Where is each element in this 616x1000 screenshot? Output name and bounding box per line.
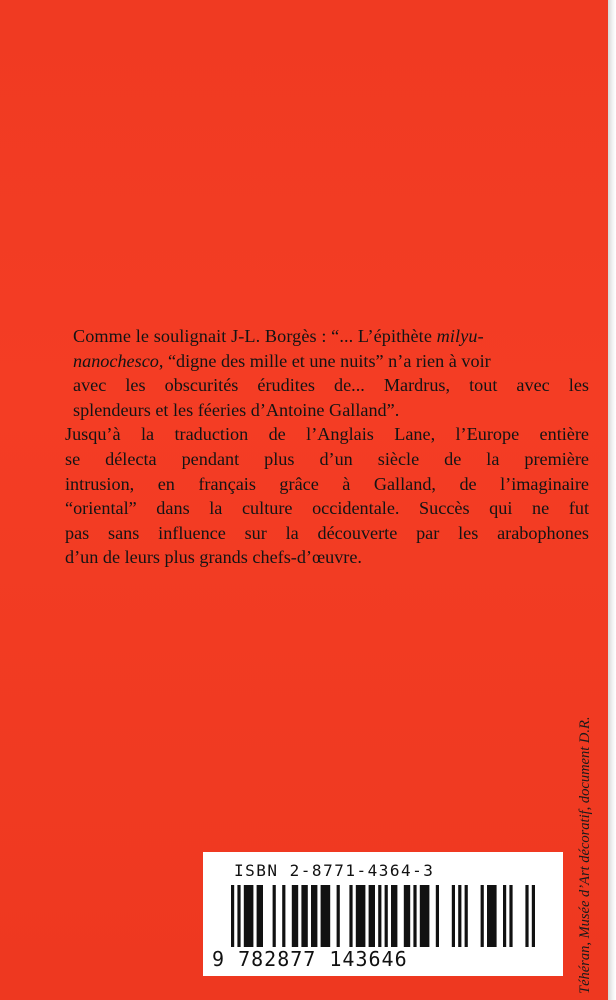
barcode-bar <box>369 885 375 947</box>
barcode-bar <box>404 885 410 947</box>
barcode-bar <box>481 885 484 947</box>
blurb-text <box>65 324 589 570</box>
blurb-italic-word: milyu- <box>436 326 484 346</box>
barcode-bar <box>321 885 331 947</box>
barcode-bar <box>436 885 439 947</box>
blurb-line: “oriental” dans la culture occidentale. Succès qui ne fut <box>65 498 589 519</box>
barcode-bar <box>349 885 352 947</box>
barcode-bar <box>525 885 528 947</box>
barcode-bar <box>509 885 512 947</box>
barcode-bar <box>420 885 430 947</box>
barcode-bar <box>257 885 263 947</box>
barcode-bar <box>356 885 366 947</box>
blurb-text-run: , “digne des mille et une nuits” n’a rien à voir <box>158 350 491 371</box>
isbn-number: ISBN 2-8771-4364-3 <box>234 861 435 880</box>
blurb-line: splendeurs et les féeries d’Antoine Galland”. <box>73 399 400 420</box>
blurb-line <box>73 349 589 374</box>
barcode-bar <box>452 885 455 947</box>
barcode-bar <box>532 885 535 947</box>
blurb-line: pas sans influence sur la découverte par les arabophones <box>65 522 589 543</box>
page-edge <box>608 0 616 1000</box>
blurb-line: Jusqu’à la traduction de l’Anglais Lane, l’Europe entière <box>65 424 589 445</box>
blurb-line: avec les obscurités érudites de... Mardrus, tout avec les <box>73 375 589 396</box>
barcode-bar <box>385 885 388 947</box>
barcode-bar <box>458 885 461 947</box>
barcode-bar <box>244 885 254 947</box>
photo-credit: Téhéran, Musée d’Art décoratif, document D.R. <box>577 716 593 994</box>
barcode-bar <box>337 885 340 947</box>
barcode-bar <box>292 885 298 947</box>
barcode-label <box>203 852 563 976</box>
barcode-bar <box>487 885 497 947</box>
barcode-bar <box>311 885 317 947</box>
blurb-line: intrusion, en français grâce à Galland, de l’imaginaire <box>65 473 589 494</box>
barcode-bar <box>282 885 285 947</box>
barcode-bar <box>503 885 506 947</box>
ean-number: 9 782877 143646 <box>212 947 408 971</box>
blurb-text-run: Comme le soulignait J-L. Borgès : “... L’épithète <box>73 326 437 346</box>
blurb-line <box>73 324 589 349</box>
blurb-line: se délecta pendant plus d’un siècle de la première <box>65 448 589 469</box>
barcode-bar <box>378 885 381 947</box>
barcode-bar <box>231 885 234 947</box>
blurb-line: d’un de leurs plus grands chefs-d’œuvre. <box>65 547 362 568</box>
barcode-bar <box>301 885 307 947</box>
blurb-italic-word: nanochesco <box>73 350 159 371</box>
barcode-bar <box>413 885 416 947</box>
barcode-bar <box>465 885 468 947</box>
barcode-bar <box>391 885 397 947</box>
barcode-bar <box>237 885 240 947</box>
barcode-bar <box>273 885 276 947</box>
barcode-bars <box>231 885 535 947</box>
